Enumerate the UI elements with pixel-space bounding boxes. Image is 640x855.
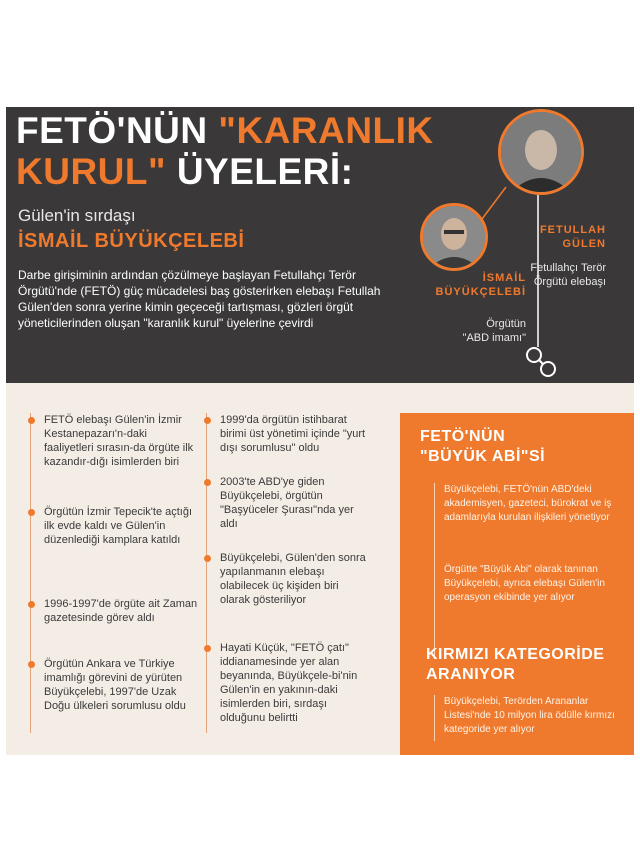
timeline-item: [206, 641, 366, 725]
timeline-item: [30, 413, 198, 505]
timeline-item: [30, 597, 198, 657]
infographic-card: [6, 107, 634, 755]
bullet-dot: [204, 555, 211, 562]
bullet-dot: [204, 645, 211, 652]
gulen-name-line: FETULLAH: [539, 224, 606, 236]
timeline-text: Örgütün Ankara ve Türkiye imamlığı görevini de yürüten Büyükçelebi, 1997'de Uzak Doğu ülkeleri sorumlusu oldu: [44, 658, 186, 712]
bullet-dot: [28, 661, 35, 668]
intro-text: Darbe girişiminin ardından çözülmeye başlayan Fetullahçı Terör Örgütü'nde (FETÖ) güç mücadelesi baş gösterirken elebaşı Fetullah Gülen'den sonra yerine kimin geçeceği tartışması, gözleri örgüt yöneticilerinden oluşan "karanlık kurul" üyelerine çevirdi: [18, 268, 381, 330]
title-word: FETÖ'NÜN: [16, 110, 208, 151]
heading-line: FETÖ'NÜN: [420, 428, 506, 445]
timeline-text: 1999'da örgütün istihbarat birimi üst yönetimi içinde "yurt dışı sorumlusu" oldu: [220, 414, 366, 454]
timeline-text: 1996-1997'de örgüte ait Zaman gazetesinde görev aldı: [44, 598, 198, 624]
timeline-left: [30, 413, 198, 713]
timeline-text: 2003'te ABD'ye giden Büyükçelebi, örgütün "Başyüceler Şurası"nda yer aldı: [220, 476, 354, 530]
info-box: [400, 413, 634, 755]
gulen-portrait: [498, 109, 584, 195]
subject-name: İSMAİL BÜYÜKÇELEBİ: [18, 230, 245, 252]
title-word-highlight: KURUL": [16, 151, 167, 192]
timeline-text: Hayati Küçük, "FETÖ çatı" iddianamesinde yer alan beyanında, Büyükçele-bi'nin Gülen'in en yakının-daki isimlerden biri, sırdaşı olduğunu belirtti: [220, 642, 358, 724]
timeline-item: [206, 413, 366, 475]
info-divider: [434, 695, 435, 741]
bullet-dot: [204, 479, 211, 486]
ismail-desc-line: "ABD imamı": [462, 332, 526, 344]
bullet-dot: [28, 417, 35, 424]
info-heading-2: [426, 645, 604, 685]
info-divider: [434, 483, 435, 659]
gulen-name-line: GÜLEN: [562, 238, 606, 250]
heading-line: KIRMIZI KATEGORİDE: [426, 646, 605, 663]
bullet-dot: [28, 601, 35, 608]
ismail-description: [416, 317, 526, 345]
info-paragraph: Büyükçelebi, FETÖ'nün ABD'deki akademisyen, gazeteci, bürokrat ve iş adamlarıyla kurulan ilişkileri yönetiyor: [444, 484, 612, 523]
gulen-name: [506, 223, 606, 251]
timeline-item: [30, 505, 198, 597]
timeline-item: [206, 475, 366, 551]
title-word-highlight: "KARANLIK: [218, 110, 434, 151]
ismail-name: [426, 271, 526, 299]
ismail-name-line: BÜYÜKÇELEBİ: [435, 286, 526, 298]
timeline-item: [206, 551, 366, 641]
heading-line: "BÜYÜK ABİ"Sİ: [420, 448, 546, 465]
subtitle: Gülen'in sırdaşı: [18, 206, 136, 225]
heading-line: ARANIYOR: [426, 666, 516, 683]
timeline-text: Büyükçelebi, Gülen'den sonra yapılanmanın elebaşı olabilecek üç kişiden biri olarak gösteriliyor: [220, 552, 366, 606]
title-word: ÜYELERİ:: [176, 151, 354, 192]
ismail-portrait: [420, 203, 488, 271]
bullet-dot: [28, 509, 35, 516]
info-paragraph: Büyükçelebi, Terörden Arananlar Listesi'nde 10 milyon lira ödülle kırmızı kategoride yer alıyor: [444, 696, 615, 735]
info-heading-1: [420, 427, 545, 467]
info-paragraph: Örgütte "Büyük Abi" olarak tanınan Büyükçelebi, ayrıca elebaşı Gülen'in operasyon ekibinde yer alıyor: [444, 564, 605, 603]
header-panel: [6, 107, 634, 383]
timeline-text: Örgütün İzmir Tepecik'te açtığı ilk evde kaldı ve Gülen'in düzenlediği kamplara katıldı: [44, 506, 193, 546]
ismail-desc-line: Örgütün: [486, 318, 526, 330]
timeline-right: [206, 413, 366, 725]
timeline-item: [30, 657, 198, 713]
handcuffs-icon: [527, 348, 555, 376]
bullet-dot: [204, 417, 211, 424]
timeline-text: FETÖ elebaşı Gülen'in İzmir Kestanepazarı'n-daki faaliyetleri sırasın-da örgüte ilk kazandır-dığı isimlerden biri: [44, 414, 194, 468]
ismail-name-line: İSMAİL: [482, 272, 526, 284]
gulen-description: Fetullahçı Terör Örgütü elebaşı: [530, 262, 606, 288]
